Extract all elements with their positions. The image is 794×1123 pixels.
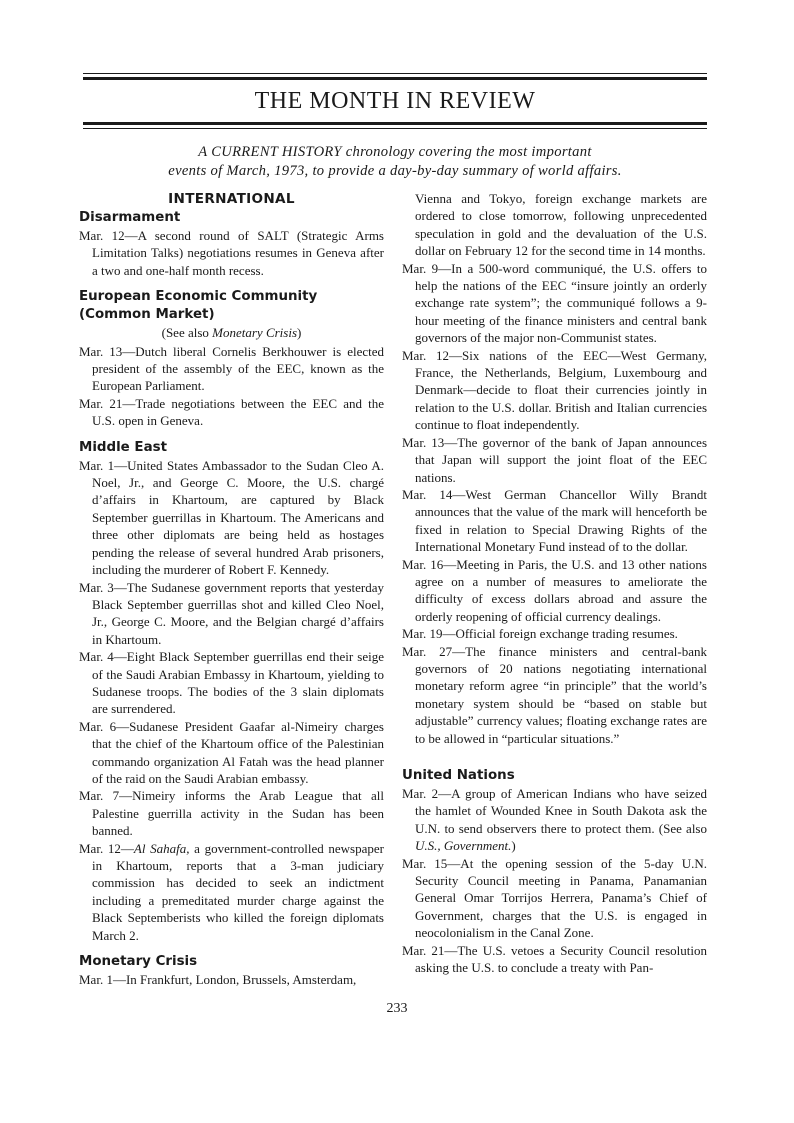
entry-monetary-mar1-continued: Vienna and Tokyo, foreign exchange markets are ordered to close tomorrow, following unprecedented speculation in gold and the devaluation of the U.S. dollar on February 12 for the second time in 14 months. [415,191,707,259]
title-rule-thick [83,122,707,125]
left-column [79,190,384,988]
title-rule-thin [83,128,707,129]
see-also-reference: Monetary Crisis [212,325,298,341]
entry-monetary-mar12: Mar. 12—Six nations of the EEC—West Germany, France, the Netherlands, Belgium, Luxembourg and Denmark—decide to float their currencies jointly in relation to the U.S. dollar. British and Italian currencies continue to float independently. [402,347,707,433]
heading-middle-east: Middle East [79,439,167,455]
entry-middle-east-mar3: Mar. 3—The Sudanese government reports that yesterday Black September guerrillas shot and killed Cleo Noel, Jr., George C. Moore, and the Belgian chargé d’affairs in Khartoum. [79,579,384,647]
see-also-reference: U.S., Government. [415,838,512,854]
entry-eec-mar13: Mar. 13—Dutch liberal Cornelis Berkhouwer is elected president of the assembly of the EEC, known as the European Parliament. [79,343,384,394]
entry-un-mar2 [402,785,707,855]
newspaper-name: Al Sahafa, [133,840,190,856]
entry-monetary-mar19: Mar. 19—Official foreign exchange trading resumes. [402,626,678,642]
entry-middle-east-mar4: Mar. 4—Eight Black September guerrillas end their seige of the Saudi Arabian Embassy in Khartoum, yielding to Sudanese troops. The bodies of the 3 slain diplomats are surrendered. [79,649,384,717]
section-heading-international: INTERNATIONAL [168,191,295,207]
see-also-suffix: ) [297,325,302,341]
entry-middle-east-mar6: Mar. 6—Sudanese President Gaafar al-Nimeiry charges that the chief of the Khartoum office of the Palestinian commando organization Al Fatah was the head planner of the raid on the Saudi Arabian embassy. [79,718,384,786]
entry-un-mar15: Mar. 15—At the opening session of the 5-day U.N. Security Council meeting in Panama, Panamanian General Omar Torrijos Herrera, Panama’s Chief of Government, charges that the U.S. is engaged in neocolonialism in the Canal Zone. [402,855,707,941]
see-also-prefix: (See also [161,325,213,341]
top-rule-thin [83,73,707,74]
entry-close-paren: ) [511,838,516,854]
subtitle-line-2: events of March, 1973, to provide a day-by-day summary of world affairs. [168,163,622,179]
heading-disarmament: Disarmament [79,210,181,225]
page-number: 233 [386,1001,408,1016]
entry-middle-east-mar1: Mar. 1—United States Ambassador to the Sudan Cleo A. Noel, Jr., and George C. Moore, the U.S. chargé d’affairs in Khartoum, are captured by Black September guerrillas in Khartoum. The Americans and three other diplomats are being held as hostages pending the release of several hundred Arab prisoners, including the murderer of Robert F. Kennedy. [79,457,384,578]
entry-date-prefix: Mar. 12— [79,840,134,856]
entry-monetary-mar13: Mar. 13—The governor of the bank of Japan announces that Japan will support the joint float of the EEC nations. [402,434,707,485]
entry-body: Mar. 2—A group of American Indians who have seized the hamlet of Wounded Knee in South Dakota ask the U.N. to send observers there to protect them. (See also [402,786,707,836]
heading-eec-line-1: European Economic Community [79,289,318,305]
heading-eec [79,288,384,324]
heading-eec-line-2: (Common Market) [79,307,215,323]
entry-un-mar21: Mar. 21—The U.S. vetoes a Security Council resolution asking the U.S. to conclude a treaty with Pan- [402,942,707,976]
entry-disarmament-mar12: Mar. 12—A second round of SALT (Strategic Arms Limitation Talks) negotiations resumes in Geneva after a two and one-half month recess. [79,228,384,278]
page-title: THE MONTH IN REVIEW [254,88,536,114]
heading-monetary-crisis: Monetary Crisis [79,954,198,970]
entry-monetary-mar14: Mar. 14—West German Chancellor Willy Brandt announces that the value of the mark will henceforth be fixed in relation to Special Drawing Rights of the International Monetary Fund instead of to the dollar. [402,486,707,555]
entry-monetary-mar1-start: Mar. 1—In Frankfurt, London, Brussels, Amsterdam, [79,972,357,988]
subtitle-line-1: A CURRENT HISTORY chronology covering the most important [198,144,592,160]
top-rule-thick [83,77,707,80]
entry-monetary-mar9: Mar. 9—In a 500-word communiqué, the U.S. offers to help the nations of the EEC “insure jointly an orderly exchange rate system”; the communiqué follows a 9-hour meeting of the finance ministers and central bank governors of the major non-Communist states. [402,260,707,346]
see-also-note [79,324,384,341]
entry-middle-east-mar7: Mar. 7—Nimeiry informs the Arab League that all Palestine guerrilla activity in the Sudan has been banned. [79,788,384,839]
entry-monetary-mar27: Mar. 27—The finance ministers and central-bank governors of 20 nations negotiating international monetary reform agree “in principle” that the world’s monetary system should be “based on stable but adjustable” currency values; floating exchange rates are to be allowed in “particular situations.” [402,643,707,746]
entry-eec-mar21: Mar. 21—Trade negotiations between the EEC and the U.S. open in Geneva. [79,395,384,429]
entry-body: a government-controlled newspaper in Khartoum, reports that a 3-man judiciary commission has decided to seek an indictment including a premeditated murder charge against the Black Septemberists who killed the foreign diplomats March 2. [92,840,384,943]
subtitle [130,143,660,181]
heading-united-nations: United Nations [402,768,515,783]
entry-middle-east-mar12 [79,840,384,944]
right-column [402,190,707,976]
entry-monetary-mar16: Mar. 16—Meeting in Paris, the U.S. and 13 other nations agree on a number of measures to ameliorate the difficulty of excess dollars abroad and assure the orderly reopening of official currency dealings. [402,556,707,624]
